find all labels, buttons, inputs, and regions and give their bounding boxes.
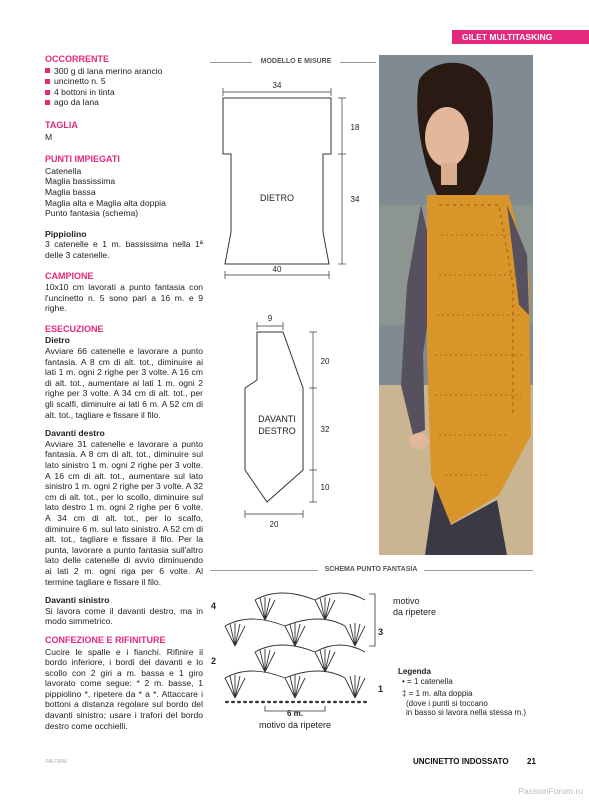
double-treble-icon: ‡ (402, 689, 407, 699)
model-photo (379, 55, 533, 555)
legend-note: (dove i punti si toccano (406, 698, 488, 708)
davanti-top-dim: 9 (267, 314, 273, 323)
chain-row (225, 701, 367, 703)
davanti-destro-text: Avviare 31 catenelle e lavorare a punto fantasia. A 8 cm di alt. tot., diminuire sul lato sinistro 1 m. ogni 2 righe per 3 volte. A 16 cm di alt. tot., aumentare sul lato sinistro 1 m. ogni 2 righe per 3 volte. A 32 cm di alt. tot., per lo scollo, diminuire sul lato destro 1 m. ogni 2 righe per 6 volte. A 34 cm di alt. tot., per lo scalfo, diminuire 6 m. sul lato sinistro. A 52 cm di alt. tot., tagliare e fissare il filo. Per la punta, lavorare a punto fantasia sull'altro lato delle catenelle di avvio diminuendo ai lati 2 m. ogni riga per 6 volte. Al termine tagliare e fissare il filo. (45, 438, 203, 587)
davanti-label-1: DAVANTI (258, 414, 296, 424)
davanti-destro-title: Davanti destro (45, 428, 105, 439)
motivo-right: motivo (393, 596, 420, 606)
confezione-title: CONFEZIONE E RIFINITURE (45, 634, 166, 645)
list-item: 300 g di lana merino arancio (45, 66, 203, 77)
list-item: 4 bottoni in tinta (45, 87, 203, 98)
model-illustration (379, 55, 533, 555)
motivo-right-2: da ripetere (393, 607, 437, 617)
legend-note: in basso si lavora nella stessa m.) (406, 708, 527, 718)
pippiolino-title: Pippiolino (45, 228, 87, 239)
row-number: 2 (211, 656, 217, 666)
dietro-outline (223, 98, 331, 264)
dietro-label: DIETRO (259, 193, 295, 203)
confezione-text: Cucire le spalle e i fianchi. Rifinire il bordo inferiore, i bordi dei davanti e lo scollo con 2 giri a m. bassa e 1 giro lavorato come segue: * 2 m. basse, 1 pippiolino *, ripetere da * a *. Attaccare i bottoni a distanza regolare sul bordo del davanti sinistro; usare i trafori del bordo destro come occhielli. (45, 646, 203, 731)
pippiolino-text: 3 catenelle e 1 m. bassissima nella 1ª delle 3 catenelle. (45, 239, 203, 260)
davanti-sinistro-text: Si lavora come il davanti destro, ma in modo simmetrico. (45, 605, 203, 627)
punti-title: PUNTI IMPIEGATI (45, 154, 120, 165)
dietro-right-lower-dim: 34 (350, 195, 360, 204)
row-number: 4 (211, 601, 217, 611)
bullet-square-icon (45, 100, 50, 105)
esecuzione-title: ESECUZIONE (45, 323, 104, 334)
divider (424, 570, 533, 571)
header-tab: GILET MULTITASKING (452, 30, 589, 44)
chain-stitch-icon: • (402, 676, 405, 686)
divider (210, 570, 318, 571)
davanti-bottom-dim: 20 (269, 520, 279, 529)
taglia-value: M (45, 131, 53, 142)
davanti-label-2: DESTRO (258, 426, 296, 436)
stitch-fans (225, 593, 365, 698)
row-number: 1 (378, 684, 384, 694)
occorrente-title: OCCORRENTE (45, 54, 110, 64)
bullet-square-icon (45, 68, 50, 73)
dietro-text: Avviare 66 catenelle e lavorare a punto fantasia. A 8 cm di alt. tot., diminuire ai lati 1 m. ogni 2 righe per 3 volte. A 16 cm di alt. tot., aumentare ai lati 1 m. ogni 2 righe per 3 volte. A 34 cm di alt. tot., per gli scalfi, diminuire ai lati 6 m. A 52 cm di alt. tot., tagliare e fissare il filo. (45, 346, 203, 420)
campione-title: CAMPIONE (45, 270, 94, 281)
bullet-square-icon (45, 90, 50, 95)
dietro-title: Dietro (45, 335, 70, 346)
bullet-square-icon (45, 79, 50, 84)
davanti-right-dim-2: 32 (320, 425, 330, 434)
diagram-title: MODELLO E MISURE (260, 58, 332, 65)
list-item: Maglia bassissima (45, 176, 116, 187)
taglia-title: TAGLIA (45, 119, 78, 130)
legend-title: Legenda (398, 667, 431, 676)
schema-title: SCHEMA PUNTO FANTASIA (324, 566, 418, 573)
credit: ©ALTRIM (45, 759, 67, 765)
davanti-right-dim-3: 10 (320, 483, 330, 492)
davanti-sinistro-title: Davanti sinistro (45, 595, 110, 606)
motivo-bottom: motivo da ripetere (258, 720, 332, 730)
watermark: PassionForum.ru (518, 786, 583, 796)
divider (340, 62, 376, 63)
list-item: Punto fantasia (schema) (45, 208, 139, 219)
dietro-top-dim: 34 (272, 81, 282, 90)
instructions-column (45, 54, 203, 731)
dietro-right-upper-dim: 18 (350, 123, 360, 132)
list-item: Maglia alta e Maglia alta doppia (45, 197, 166, 208)
legend (398, 667, 526, 718)
list-item: ago da lana (45, 97, 203, 108)
width-label: 6 m. (286, 709, 304, 718)
campione-text: 10x10 cm lavorati a punto fantasia con l'uncinetto n. 5 sono pari a 16 m. e 9 righe. (45, 282, 203, 314)
list-item: Maglia bassa (45, 186, 96, 197)
garment-schematic (205, 70, 375, 550)
divider (210, 62, 252, 63)
legend-item: = 1 catenella (407, 676, 453, 686)
davanti-right-dim-1: 20 (320, 357, 330, 366)
dietro-bottom-dim: 40 (272, 265, 282, 274)
magazine-name: UNCINETTO INDOSSATO (413, 757, 509, 766)
page-number: 21 (527, 757, 536, 766)
legend-item: = 1 m. alta doppia (408, 689, 473, 699)
row-number: 3 (378, 627, 384, 637)
list-item: uncinetto n. 5 (45, 76, 203, 87)
list-item: Catenella (45, 165, 82, 176)
